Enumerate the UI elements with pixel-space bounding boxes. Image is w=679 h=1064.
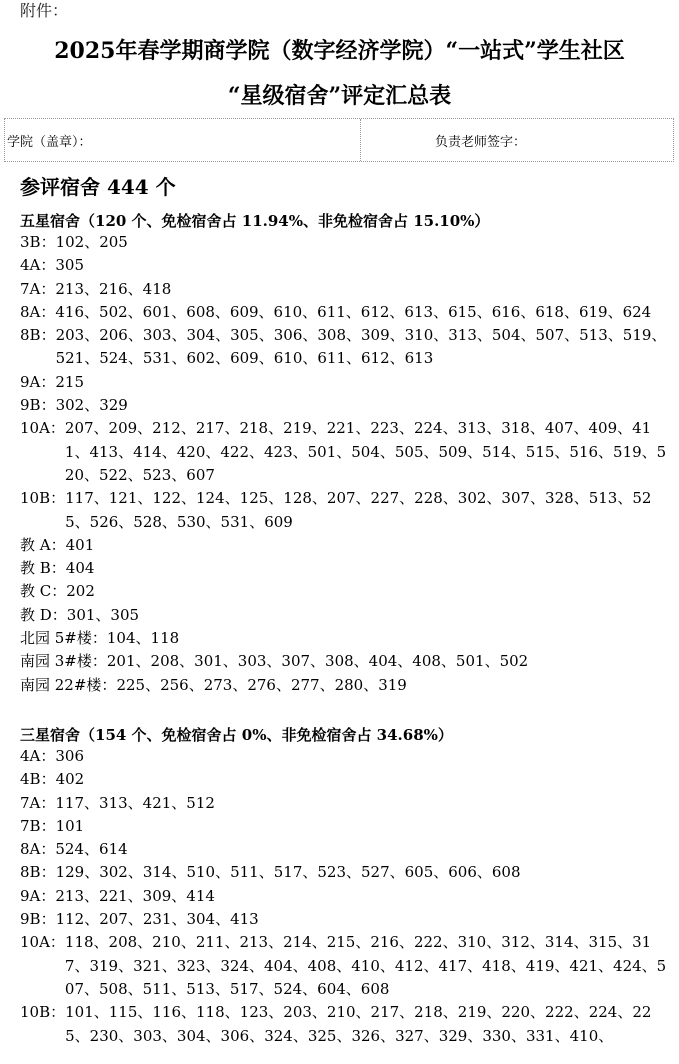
list-item bbox=[20, 931, 672, 1001]
list-item bbox=[20, 861, 672, 884]
page-title: 2025年春学期商学院（数字经济学院）“一站式”学生社区 bbox=[54, 38, 625, 64]
list-item bbox=[20, 394, 672, 417]
building-label: 10B： bbox=[20, 489, 66, 508]
list-item bbox=[20, 674, 672, 697]
building-label: 南园 3#楼： bbox=[20, 652, 107, 671]
room-numbers: 207、209、212、217、218、219、221、223、224、313、318、407、409、411、413、414、420、422、423、501、504、505、509、514、515、516、519、520、522、523、607 bbox=[64, 419, 667, 484]
room-numbers: 213、221、309、414 bbox=[55, 886, 215, 905]
page-subtitle: “星级宿舍”评定汇总表 bbox=[227, 83, 452, 109]
list-item bbox=[20, 627, 672, 650]
list-item bbox=[20, 278, 672, 301]
building-label: 8B： bbox=[20, 326, 56, 345]
building-label: 7A： bbox=[20, 793, 56, 812]
list-item bbox=[20, 1001, 672, 1048]
room-numbers: 129、302、314、510、511、517、523、527、605、606、608 bbox=[55, 863, 521, 882]
list-item bbox=[20, 371, 672, 394]
room-numbers: 416、502、601、608、609、610、611、612、613、615、616、618、619、624 bbox=[55, 302, 652, 321]
room-numbers: 305 bbox=[55, 256, 85, 275]
room-numbers: 118、208、210、211、213、214、215、216、222、310、312、314、315、317、319、321、323、324、404、408、410、412、417、418、419、421、424、507、508、511、513、517、524、604、608 bbox=[64, 933, 667, 998]
building-label: 南园 22#楼： bbox=[20, 675, 117, 694]
building-label: 3B： bbox=[20, 233, 56, 251]
building-label: 7B： bbox=[20, 816, 56, 835]
list-item bbox=[20, 231, 672, 254]
room-numbers: 404 bbox=[65, 559, 95, 578]
room-numbers: 215 bbox=[55, 372, 85, 391]
list-item bbox=[20, 885, 672, 908]
building-label: 4A： bbox=[20, 747, 56, 765]
list-item bbox=[20, 301, 672, 324]
room-numbers: 202 bbox=[66, 582, 95, 601]
room-numbers: 225、256、273、276、277、280、319 bbox=[116, 675, 407, 694]
room-numbers: 201、208、301、303、307、308、404、408、501、502 bbox=[106, 652, 529, 671]
building-label: 教 D： bbox=[20, 605, 67, 624]
building-label: 10B： bbox=[20, 1003, 66, 1022]
list-item bbox=[20, 792, 672, 815]
room-numbers: 203、206、303、304、305、306、308、309、310、313、504、507、513、519、521、524、531、602、609、610、611、612、613 bbox=[55, 326, 667, 368]
room-numbers: 102、205 bbox=[55, 233, 128, 251]
list-item bbox=[20, 534, 672, 557]
list-item bbox=[20, 604, 672, 627]
table-divider bbox=[360, 119, 361, 161]
building-label: 9B： bbox=[20, 396, 56, 415]
room-numbers: 112、207、231、304、413 bbox=[55, 910, 259, 929]
room-numbers: 524、614 bbox=[55, 840, 128, 859]
room-numbers: 302、329 bbox=[55, 396, 128, 415]
list-item bbox=[20, 838, 672, 861]
building-label: 北园 5#楼： bbox=[20, 629, 107, 648]
building-label: 教 A： bbox=[20, 535, 66, 554]
signature-table bbox=[4, 118, 674, 162]
room-numbers: 101 bbox=[55, 816, 85, 835]
building-label: 7A： bbox=[20, 279, 56, 298]
building-label: 8A： bbox=[20, 840, 56, 859]
room-numbers: 117、313、421、512 bbox=[55, 793, 215, 812]
list-item bbox=[20, 487, 672, 534]
list-item bbox=[20, 417, 672, 487]
room-numbers: 213、216、418 bbox=[55, 279, 172, 298]
list-item bbox=[20, 324, 672, 371]
three-star-list bbox=[20, 745, 672, 1048]
building-label: 教 B： bbox=[20, 559, 66, 578]
room-numbers: 104、118 bbox=[106, 629, 180, 648]
room-numbers: 101、115、116、118、123、203、210、217、218、219、220、222、224、225、230、303、304、306、324、325、326、327、329、330、331、410、 bbox=[65, 1003, 652, 1045]
building-label: 9B： bbox=[20, 910, 56, 929]
list-item bbox=[20, 650, 672, 673]
teacher-signature-label: 负责老师签字： bbox=[435, 135, 527, 150]
list-item bbox=[20, 557, 672, 580]
section-heading-five-star: 五星宿舍（120 个、免检宿舍占 11.94%、非免检宿舍占 15.10%） bbox=[20, 212, 490, 230]
building-label: 9A： bbox=[20, 886, 56, 905]
room-numbers: 401 bbox=[65, 535, 95, 554]
building-label: 4B： bbox=[20, 770, 56, 789]
room-numbers: 117、121、122、124、125、128、207、227、228、302、307、328、513、525、526、528、530、531、609 bbox=[65, 489, 652, 531]
list-item bbox=[20, 815, 672, 838]
building-label: 8A： bbox=[20, 302, 56, 321]
college-seal-label: 学院（盖章）： bbox=[7, 135, 92, 150]
building-label: 10A： bbox=[20, 419, 65, 438]
room-numbers: 402 bbox=[55, 770, 85, 789]
list-item bbox=[20, 254, 672, 277]
list-item bbox=[20, 908, 672, 931]
building-label: 10A： bbox=[20, 933, 65, 952]
total-count: 参评宿舍 444 个 bbox=[20, 175, 176, 199]
list-item bbox=[20, 768, 672, 791]
list-item bbox=[20, 580, 672, 603]
list-item bbox=[20, 745, 672, 768]
building-label: 4A： bbox=[20, 256, 56, 275]
room-numbers: 301、305 bbox=[66, 605, 140, 624]
building-label: 教 C： bbox=[20, 582, 67, 601]
attachment-label: 附件： bbox=[20, 1, 69, 20]
five-star-list bbox=[20, 231, 672, 697]
building-label: 9A： bbox=[20, 372, 56, 391]
building-label: 8B： bbox=[20, 863, 56, 882]
section-heading-three-star: 三星宿舍（154 个、免检宿舍占 0%、非免检宿舍占 34.68%） bbox=[20, 726, 453, 744]
room-numbers: 306 bbox=[55, 747, 85, 765]
